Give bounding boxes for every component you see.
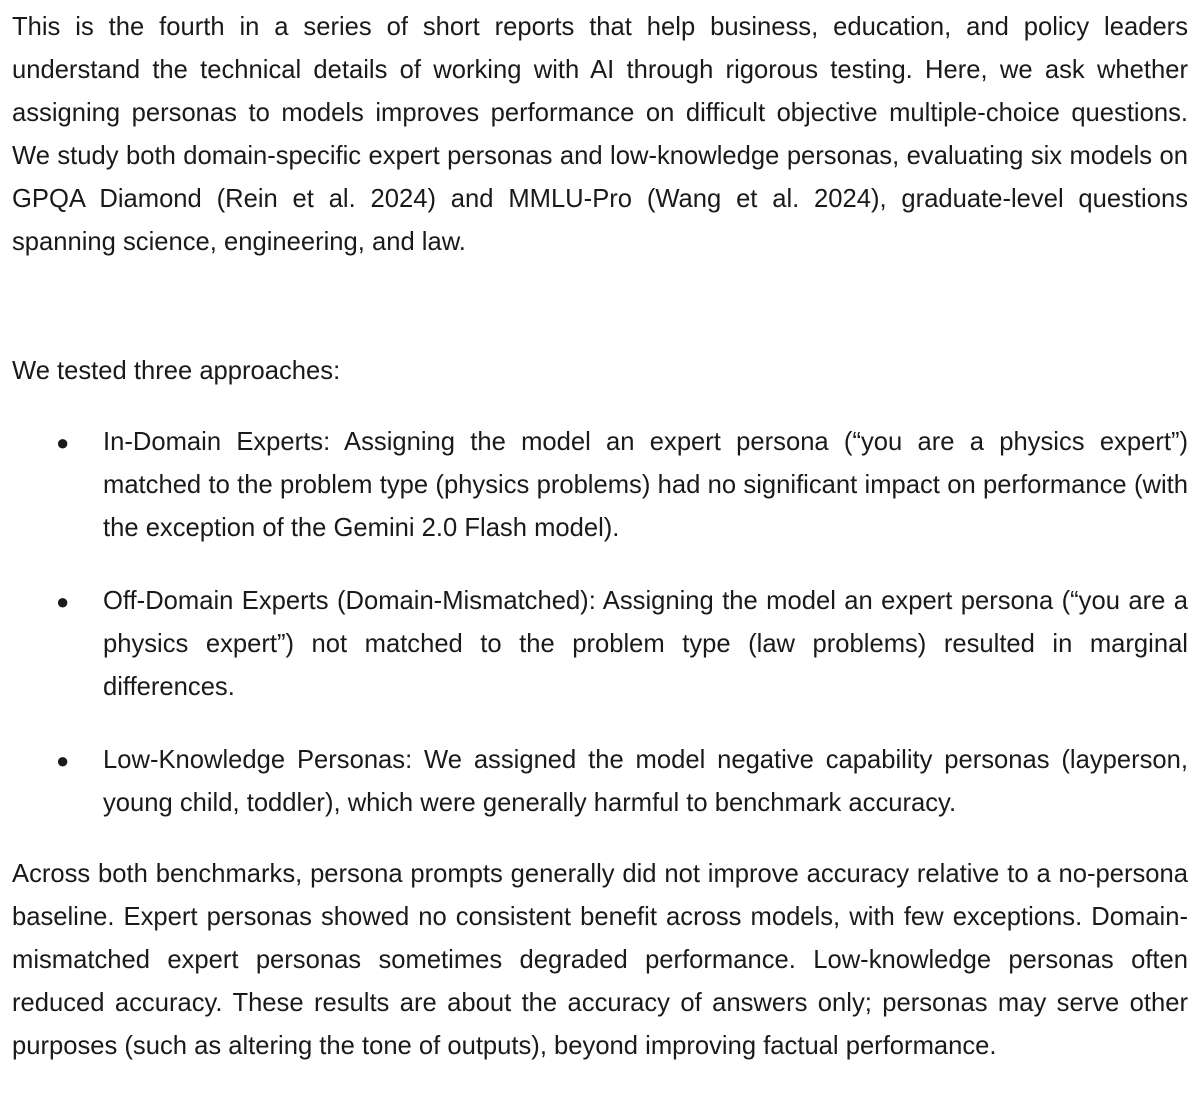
list-item [12,739,1188,825]
approaches-list [12,421,1188,825]
list-item [12,421,1188,550]
approaches-lead: We tested three approaches: [12,357,341,385]
bullet-icon: ● [56,589,70,614]
summary-paragraph: Across both benchmarks, persona prompts generally did not improve accuracy relative to a no-persona baseline. Expert personas showed no consistent benefit across models, with few exceptions. Domain-mismatched expert personas sometimes degraded performance. Low-knowledge personas often reduced accuracy. These results are about the accuracy of answers only; personas may serve other purposes (such as altering the tone of outputs), beyond improving factual performance. [12,860,1188,1060]
approach-in-domain-experts: In-Domain Experts: Assigning the model an expert persona (“you are a physics expert”) matched to the problem type (physics problems) had no significant impact on performance (with the exception of the Gemini 2.0 Flash model). [103,428,1188,542]
intro-paragraph: This is the fourth in a series of short reports that help business, education, and policy leaders understand the technical details of working with AI through rigorous testing. Here, we ask whether assigning personas to models improves performance on difficult objective multiple-choice questions. We study both domain-specific expert personas and low-knowledge personas, evaluating six models on GPQA Diamond (Rein et al. 2024) and MMLU-Pro (Wang et al. 2024), graduate-level questions spanning science, engineering, and law. [12,13,1188,256]
list-item [12,580,1188,709]
approach-off-domain-experts: Off-Domain Experts (Domain-Mismatched): Assigning the model an expert persona (“you are a physics expert”) not matched to the problem type (law problems) resulted in marginal differences. [103,587,1188,701]
bullet-icon: ● [56,430,70,455]
bullet-icon: ● [56,748,70,773]
approach-low-knowledge-personas: Low-Knowledge Personas: We assigned the model negative capability personas (layperson, young child, toddler), which were generally harmful to benchmark accuracy. [103,746,1188,817]
